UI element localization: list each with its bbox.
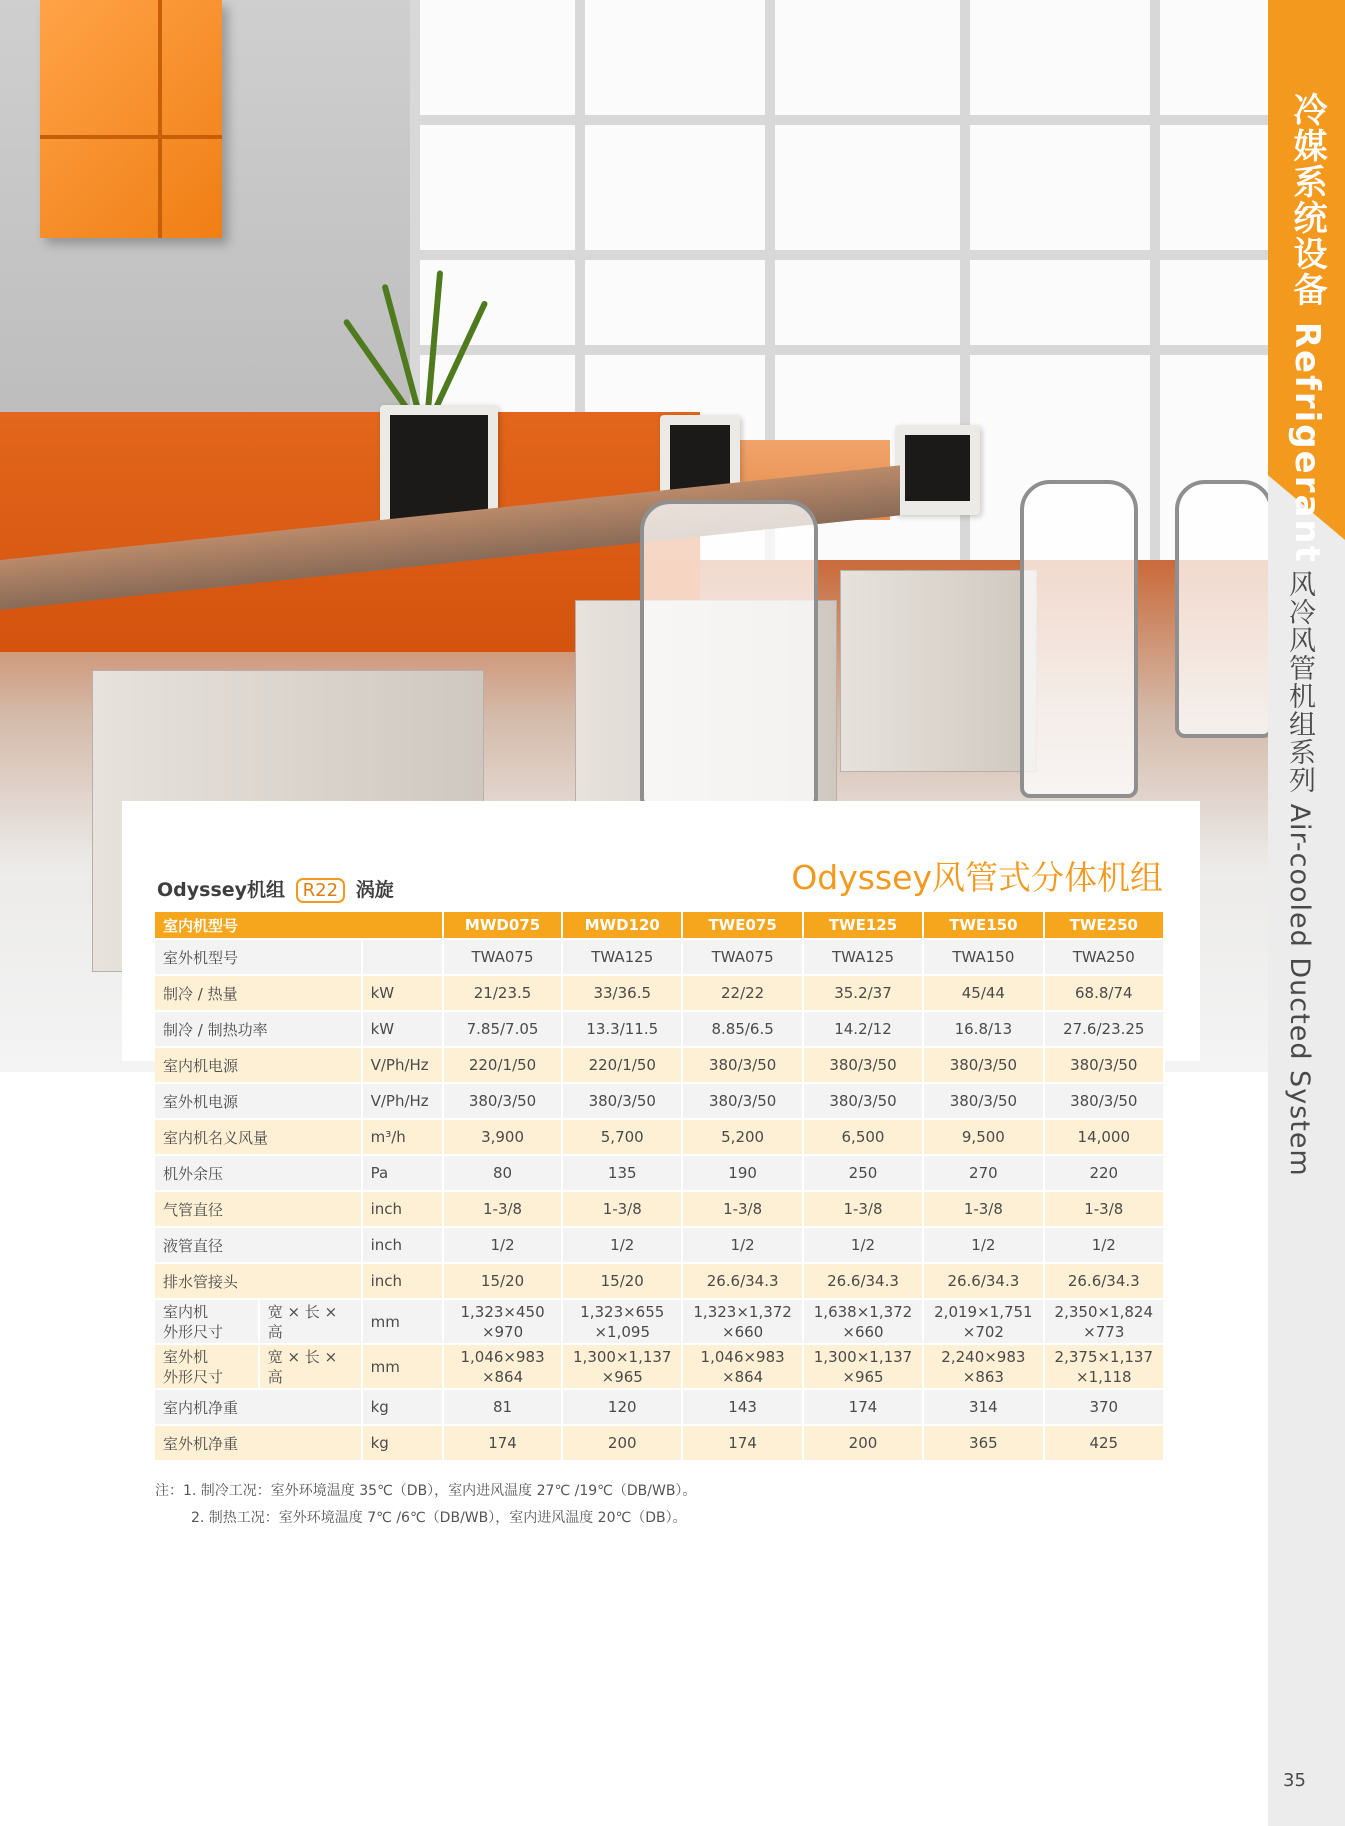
table-cell: 1/2 bbox=[804, 1228, 924, 1264]
window-mullion bbox=[410, 250, 1268, 260]
side-category-cn: 冷媒系统设备 bbox=[1287, 92, 1327, 308]
table-cell: 200 bbox=[804, 1426, 924, 1462]
table-cell: 1-3/8 bbox=[924, 1192, 1044, 1228]
table-cell: 35.2/37 bbox=[804, 976, 924, 1012]
table-cell: 26.6/34.3 bbox=[683, 1264, 803, 1300]
table-row bbox=[155, 1345, 1165, 1390]
compressor-type: 涡旋 bbox=[355, 879, 394, 901]
model-line bbox=[157, 875, 394, 903]
table-cell: 3,900 bbox=[444, 1120, 563, 1156]
table-cell: TWA075 bbox=[444, 940, 563, 976]
side-series-title: 风冷风管机组系列 Air-cooled Ducted System bbox=[1284, 570, 1315, 1177]
table-cell: 8.85/6.5 bbox=[683, 1012, 803, 1048]
table-cell: 14,000 bbox=[1045, 1120, 1165, 1156]
table-cell: 6,500 bbox=[804, 1120, 924, 1156]
row-label: 机外余压 bbox=[155, 1156, 363, 1192]
model-prefix: Odyssey机组 bbox=[157, 879, 286, 901]
table-cell: 1-3/8 bbox=[444, 1192, 563, 1228]
row-unit: inch bbox=[363, 1228, 444, 1264]
row-unit: m³/h bbox=[363, 1120, 444, 1156]
table-cell: 1,323×450 ×970 bbox=[444, 1300, 563, 1345]
table-cell: 190 bbox=[683, 1156, 803, 1192]
table-cell: 81 bbox=[444, 1390, 563, 1426]
table-cell: 1-3/8 bbox=[683, 1192, 803, 1228]
note-line: 注：1. 制冷工况：室外环境温度 35℃（DB），室内进风温度 27℃ /19℃（DB/WB）。 bbox=[155, 1483, 697, 1499]
table-cell: 1-3/8 bbox=[1045, 1192, 1165, 1228]
table-cell: 1/2 bbox=[924, 1228, 1044, 1264]
row-label: 制冷 / 热量 bbox=[155, 976, 363, 1012]
drawer-cabinet bbox=[840, 570, 1037, 772]
table-cell: 27.6/23.25 bbox=[1045, 1012, 1165, 1048]
row-sublabel: 宽 × 长 × 高 bbox=[260, 1300, 363, 1345]
table-cell: 2,240×983 ×863 bbox=[924, 1345, 1044, 1390]
table-cell: 9,500 bbox=[924, 1120, 1044, 1156]
table-cell: 380/3/50 bbox=[804, 1048, 924, 1084]
side-category-en: Refrigerant bbox=[1287, 321, 1327, 564]
column-header: TWE075 bbox=[683, 912, 803, 940]
row-unit: kg bbox=[363, 1426, 444, 1462]
table-cell: 135 bbox=[563, 1156, 683, 1192]
row-unit: kW bbox=[363, 1012, 444, 1048]
notes bbox=[155, 1478, 696, 1532]
table-cell: 380/3/50 bbox=[444, 1084, 563, 1120]
table-cell: TWA125 bbox=[563, 940, 683, 976]
table-cell: 314 bbox=[924, 1390, 1044, 1426]
table-cell: 1,323×1,372 ×660 bbox=[683, 1300, 803, 1345]
table-cell: 26.6/34.3 bbox=[924, 1264, 1044, 1300]
chair bbox=[1020, 480, 1138, 798]
table-cell: 15/20 bbox=[444, 1264, 563, 1300]
table-cell: 1,300×1,137 ×965 bbox=[563, 1345, 683, 1390]
row-unit: kW bbox=[363, 976, 444, 1012]
table-cell: 7.85/7.05 bbox=[444, 1012, 563, 1048]
table-cell: 270 bbox=[924, 1156, 1044, 1192]
row-sublabel: 宽 × 长 × 高 bbox=[260, 1345, 363, 1390]
table-cell: 1,046×983 ×864 bbox=[444, 1345, 563, 1390]
table-cell: 1,300×1,137 ×965 bbox=[804, 1345, 924, 1390]
row-label: 室内机 外形尺寸 bbox=[155, 1300, 260, 1345]
table-cell: 380/3/50 bbox=[683, 1048, 803, 1084]
monitor bbox=[895, 425, 980, 515]
table-cell: 14.2/12 bbox=[804, 1012, 924, 1048]
row-label: 室内机净重 bbox=[155, 1390, 363, 1426]
table-cell: 250 bbox=[804, 1156, 924, 1192]
table-row bbox=[155, 976, 1165, 1012]
table-row bbox=[155, 1426, 1165, 1462]
table-cell: 26.6/34.3 bbox=[804, 1264, 924, 1300]
table-cell: 220/1/50 bbox=[444, 1048, 563, 1084]
table-cell: 68.8/74 bbox=[1045, 976, 1165, 1012]
table-cell: 370 bbox=[1045, 1390, 1165, 1426]
row-label: 室外机电源 bbox=[155, 1084, 363, 1120]
row-unit: inch bbox=[363, 1192, 444, 1228]
table-cell: 45/44 bbox=[924, 976, 1044, 1012]
product-title: Odyssey风管式分体机组 bbox=[791, 858, 1163, 897]
table-cell: 5,200 bbox=[683, 1120, 803, 1156]
table-cell: 2,350×1,824 ×773 bbox=[1045, 1300, 1165, 1345]
row-unit: Pa bbox=[363, 1156, 444, 1192]
table-row bbox=[155, 1156, 1165, 1192]
row-label: 气管直径 bbox=[155, 1192, 363, 1228]
table-row bbox=[155, 1084, 1165, 1120]
table-cell: 220/1/50 bbox=[563, 1048, 683, 1084]
window-mullion bbox=[410, 115, 1268, 125]
row-label: 室内机名义风量 bbox=[155, 1120, 363, 1156]
side-category bbox=[1283, 92, 1332, 564]
row-label: 室外机型号 bbox=[155, 940, 363, 976]
orange-cabinet bbox=[40, 0, 222, 238]
column-header: TWE125 bbox=[804, 912, 924, 940]
table-cell: 33/36.5 bbox=[563, 976, 683, 1012]
row-unit: inch bbox=[363, 1264, 444, 1300]
window-mullion bbox=[1150, 0, 1160, 560]
row-label: 室内机电源 bbox=[155, 1048, 363, 1084]
table-cell: 174 bbox=[804, 1390, 924, 1426]
table-cell: 380/3/50 bbox=[1045, 1048, 1165, 1084]
column-header: MWD120 bbox=[563, 912, 683, 940]
table-cell: 143 bbox=[683, 1390, 803, 1426]
table-cell: 1-3/8 bbox=[804, 1192, 924, 1228]
table-cell: 220 bbox=[1045, 1156, 1165, 1192]
table-row bbox=[155, 1300, 1165, 1345]
table-cell: 120 bbox=[563, 1390, 683, 1426]
table-cell: 21/23.5 bbox=[444, 976, 563, 1012]
row-unit: V/Ph/Hz bbox=[363, 1084, 444, 1120]
column-header: MWD075 bbox=[444, 912, 563, 940]
table-cell: 174 bbox=[444, 1426, 563, 1462]
column-header: TWE150 bbox=[924, 912, 1044, 940]
table-cell: 380/3/50 bbox=[924, 1048, 1044, 1084]
table-row bbox=[155, 1048, 1165, 1084]
table-cell: 1,323×655 ×1,095 bbox=[563, 1300, 683, 1345]
table-cell: 22/22 bbox=[683, 976, 803, 1012]
table-cell: 380/3/50 bbox=[924, 1084, 1044, 1120]
row-unit: kg bbox=[363, 1390, 444, 1426]
chair bbox=[1175, 480, 1268, 738]
spec-table bbox=[155, 912, 1165, 1462]
table-cell: 174 bbox=[683, 1426, 803, 1462]
row-label: 室外机 外形尺寸 bbox=[155, 1345, 260, 1390]
table-cell: 26.6/34.3 bbox=[1045, 1264, 1165, 1300]
table-cell: 15/20 bbox=[563, 1264, 683, 1300]
table-cell: 1,638×1,372 ×660 bbox=[804, 1300, 924, 1345]
table-row bbox=[155, 940, 1165, 976]
row-label: 制冷 / 制热功率 bbox=[155, 1012, 363, 1048]
table-header-row bbox=[155, 912, 1165, 940]
table-cell: TWA250 bbox=[1045, 940, 1165, 976]
chair bbox=[640, 500, 818, 808]
table-cell: 1/2 bbox=[683, 1228, 803, 1264]
table-row bbox=[155, 1228, 1165, 1264]
table-cell: 1/2 bbox=[444, 1228, 563, 1264]
row-unit: mm bbox=[363, 1345, 444, 1390]
table-cell: 425 bbox=[1045, 1426, 1165, 1462]
table-cell: 80 bbox=[444, 1156, 563, 1192]
row-unit: V/Ph/Hz bbox=[363, 1048, 444, 1084]
table-cell: 2,375×1,137 ×1,118 bbox=[1045, 1345, 1165, 1390]
table-cell: TWA125 bbox=[804, 940, 924, 976]
table-cell: TWA150 bbox=[924, 940, 1044, 976]
table-cell: 380/3/50 bbox=[804, 1084, 924, 1120]
table-row bbox=[155, 1390, 1165, 1426]
row-unit bbox=[363, 940, 444, 976]
row-label: 液管直径 bbox=[155, 1228, 363, 1264]
page-number: 35 bbox=[1283, 1770, 1306, 1791]
table-cell: 16.8/13 bbox=[924, 1012, 1044, 1048]
table-cell: 1/2 bbox=[563, 1228, 683, 1264]
table-row bbox=[155, 1012, 1165, 1048]
header-label: 室内机型号 bbox=[155, 912, 444, 940]
window-mullion bbox=[410, 345, 1268, 355]
table-cell: 200 bbox=[563, 1426, 683, 1462]
table-cell: TWA075 bbox=[683, 940, 803, 976]
table-cell: 380/3/50 bbox=[683, 1084, 803, 1120]
table-cell: 2,019×1,751 ×702 bbox=[924, 1300, 1044, 1345]
row-label: 室外机净重 bbox=[155, 1426, 363, 1462]
column-header: TWE250 bbox=[1045, 912, 1165, 940]
table-row bbox=[155, 1192, 1165, 1228]
table-cell: 5,700 bbox=[563, 1120, 683, 1156]
table-cell: 365 bbox=[924, 1426, 1044, 1462]
row-unit: mm bbox=[363, 1300, 444, 1345]
note-line: 2. 制热工况：室外环境温度 7℃ /6℃（DB/WB），室内进风温度 20℃（DB）。 bbox=[191, 1510, 687, 1526]
table-cell: 13.3/11.5 bbox=[563, 1012, 683, 1048]
table-cell: 380/3/50 bbox=[1045, 1084, 1165, 1120]
table-cell: 1-3/8 bbox=[563, 1192, 683, 1228]
table-cell: 1/2 bbox=[1045, 1228, 1165, 1264]
table-cell: 380/3/50 bbox=[563, 1084, 683, 1120]
table-cell: 1,046×983 ×864 bbox=[683, 1345, 803, 1390]
table-row bbox=[155, 1264, 1165, 1300]
row-label: 排水管接头 bbox=[155, 1264, 363, 1300]
refrigerant-badge: R22 bbox=[296, 878, 345, 903]
table-row bbox=[155, 1120, 1165, 1156]
